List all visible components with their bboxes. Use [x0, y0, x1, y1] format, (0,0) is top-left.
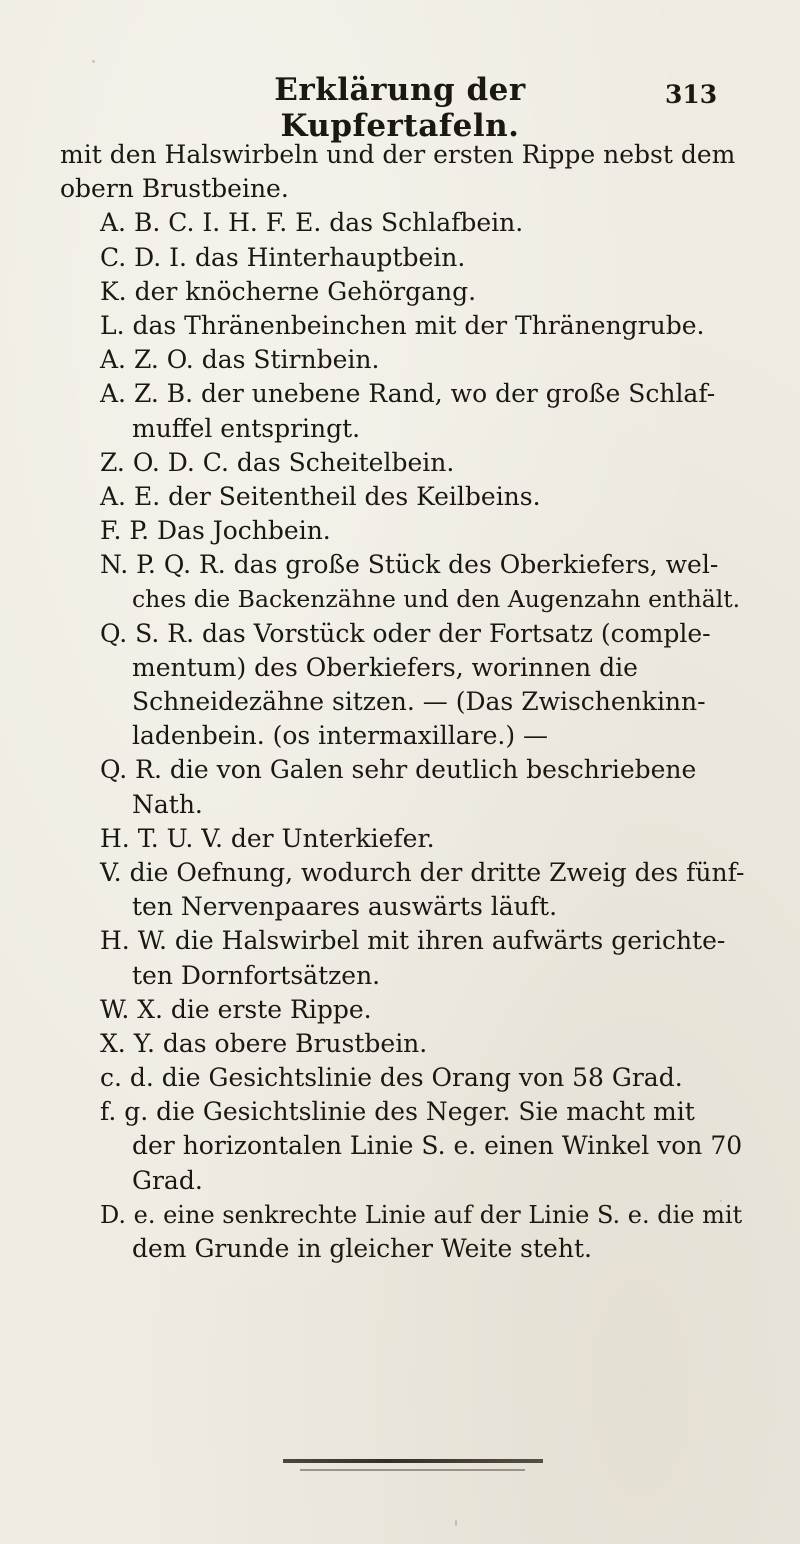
legend-continuation: Schneidezähne sitzen. — (Das Zwischenkinn- [132, 687, 706, 716]
legend-continuation: Grad. [132, 1165, 203, 1195]
legend-entry: W. X. die erste Rippe. [100, 994, 372, 1024]
legend-entry: A. E. der Seitentheil des Keilbeins. [100, 481, 541, 511]
legend-entry: L. das Thränenbeinchen mit der Thränengrube. [100, 310, 705, 340]
legend-entry: Q. S. R. das Vorstück oder der Fortsatz (comple- [100, 618, 711, 648]
legend-entry: H. W. die Halswirbel mit ihren aufwärts gerichte- [100, 926, 726, 956]
legend-continuation: ten Nervenpaares auswärts läuft. [132, 892, 558, 922]
legend-continuation: ladenbein. (os intermaxillare.) — [132, 721, 549, 751]
legend-entry: A. Z. O. das Stirnbein. [100, 345, 380, 375]
legend-entry: H. T. U. V. der Unterkiefer. [100, 823, 435, 853]
legend-entry: N. P. Q. R. das große Stück des Oberkiefers, wel- [100, 550, 719, 580]
legend-entry: Z. O. D. C. das Scheitelbein. [100, 447, 455, 477]
legend-entry: D. e. eine senkrechte Linie auf der Linie S. e. die mit [100, 1200, 743, 1229]
legend-entry: A. B. C. I. H. F. E. das Schlafbein. [100, 208, 524, 238]
legend-continuation: mentum) des Oberkiefers, worinnen die [132, 652, 638, 682]
legend-entry: c. d. die Gesichtslinie des Orang von 58 Grad. [100, 1063, 683, 1093]
page-header [0, 72, 800, 144]
running-head: Erklärung der Kupfertafeln. [274, 72, 526, 144]
text-line: obern Brustbeine. [60, 174, 289, 204]
printed-rule-thin [300, 1469, 525, 1471]
legend-continuation: der horizontalen Linie S. e. einen Winkel von 70 [132, 1131, 743, 1161]
legend-entry: K. der knöcherne Gehörgang. [100, 276, 477, 306]
legend-continuation: dem Grunde in gleicher Weite steht. [132, 1234, 592, 1263]
legend-continuation: muffel entspringt. [132, 413, 361, 443]
legend-entry: A. Z. B. der unebene Rand, wo der große Schlaf- [100, 379, 716, 409]
legend-entry: X. Y. das obere Brustbein. [100, 1028, 428, 1058]
printed-rule [283, 1459, 543, 1463]
legend-continuation: ten Dornfortsätzen. [132, 960, 381, 990]
legend-continuation: ches die Backenzähne und den Augenzahn enthält. [132, 585, 741, 614]
paper-speck [455, 1520, 457, 1526]
legend-entry: C. D. I. das Hinterhauptbein. [100, 242, 466, 272]
legend-continuation: Nath. [132, 789, 203, 819]
text-line: mit den Halswirbeln und der ersten Rippe nebst dem [60, 140, 736, 169]
legend-entry: f. g. die Gesichtslinie des Neger. Sie macht mit [100, 1097, 695, 1127]
paper-speck [92, 60, 95, 63]
page-number: 313 [665, 80, 718, 109]
body-text [60, 138, 750, 1266]
legend-entry: V. die Oefnung, wodurch der dritte Zweig des fünf- [100, 857, 745, 887]
legend-entry: Q. R. die von Galen sehr deutlich beschriebene [100, 755, 697, 785]
legend-entry: F. P. Das Jochbein. [100, 516, 331, 546]
paper-speck [720, 1200, 722, 1202]
